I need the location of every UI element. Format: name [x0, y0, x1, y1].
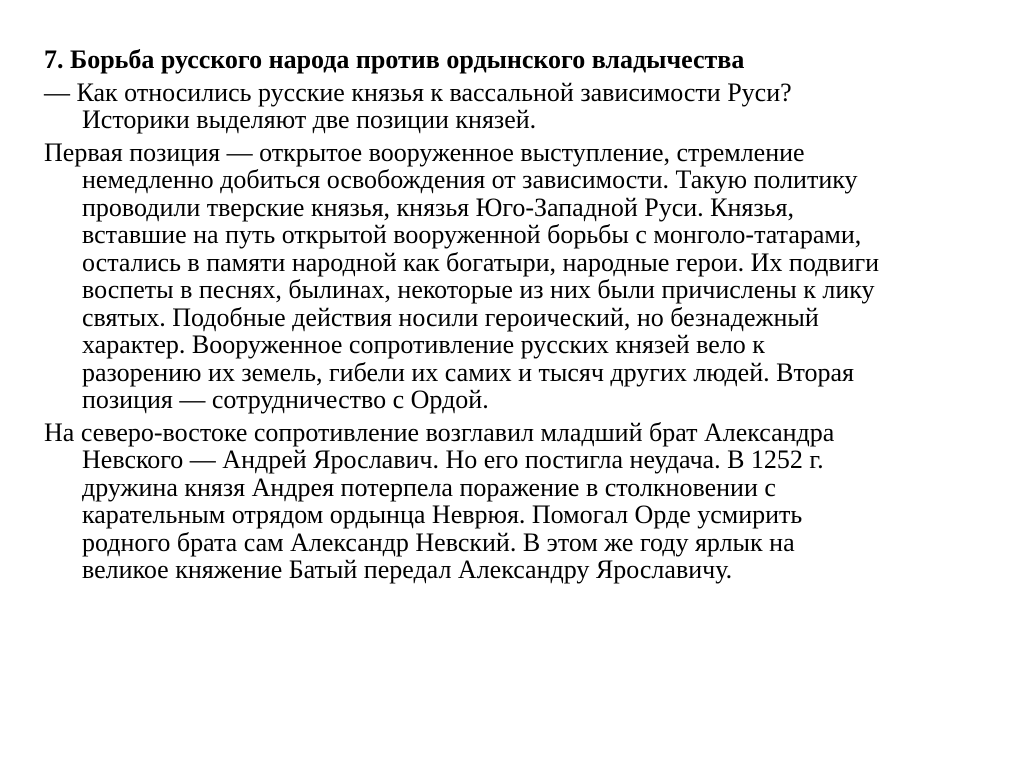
- text-line: дружина князя Андрея потерпела поражение в столкновении с: [82, 472, 776, 502]
- paragraph-northeast-resistance: [44, 419, 994, 584]
- text-line: немедленно добиться освобождения от зависимости. Такую политику: [82, 165, 858, 194]
- text-line: На северо-востоке сопротивление возглавил младший брат Александра: [44, 417, 835, 447]
- text-line: вставшие на путь открытой вооруженной борьбы с монголо-татарами,: [82, 220, 862, 249]
- text-line: Первая позиция — открытое вооруженное выступление, стремление: [44, 137, 805, 167]
- paragraph-first-position: [44, 139, 994, 414]
- text-line: разорению их земель, гибели их самих и тысяч других людей. Вторая: [82, 357, 854, 387]
- document-body: [44, 79, 994, 584]
- text-line: характер. Вооруженное сопротивление русских князей вело к: [82, 330, 765, 359]
- text-block: [44, 46, 994, 584]
- text-line: воспеты в песнях, былинах, некоторые из них были причислены к лику: [82, 275, 875, 304]
- text-line: проводили тверские князья, князья Юго-Западной Руси. Князья,: [82, 192, 794, 222]
- text-line: карательным отрядом ордынца Неврюя. Помогал Орде усмирить: [82, 500, 803, 529]
- text-line: великое княжение Батый передал Александру Ярославичу.: [82, 555, 733, 584]
- text-line: позиция — сотрудничество с Ордой.: [82, 385, 489, 414]
- slide-title: 7. Борьба русского народа против ордынского владычества: [44, 45, 745, 74]
- text-line: Историки выделяют две позиции князей.: [82, 105, 537, 134]
- text-line: родного брата сам Александр Невский. В этом же году ярлык на: [82, 527, 795, 557]
- text-line: Невского — Андрей Ярославич. Но его постигла неудача. В 1252 г.: [82, 445, 824, 474]
- text-line: — Как относились русские князья к вассальной зависимости Руси?: [44, 77, 792, 107]
- paragraph-question: [44, 79, 994, 134]
- text-line: остались в памяти народной как богатыри, народные герои. Их подвиги: [82, 247, 880, 277]
- text-line: святых. Подобные действия носили героический, но безнадежный: [82, 302, 819, 332]
